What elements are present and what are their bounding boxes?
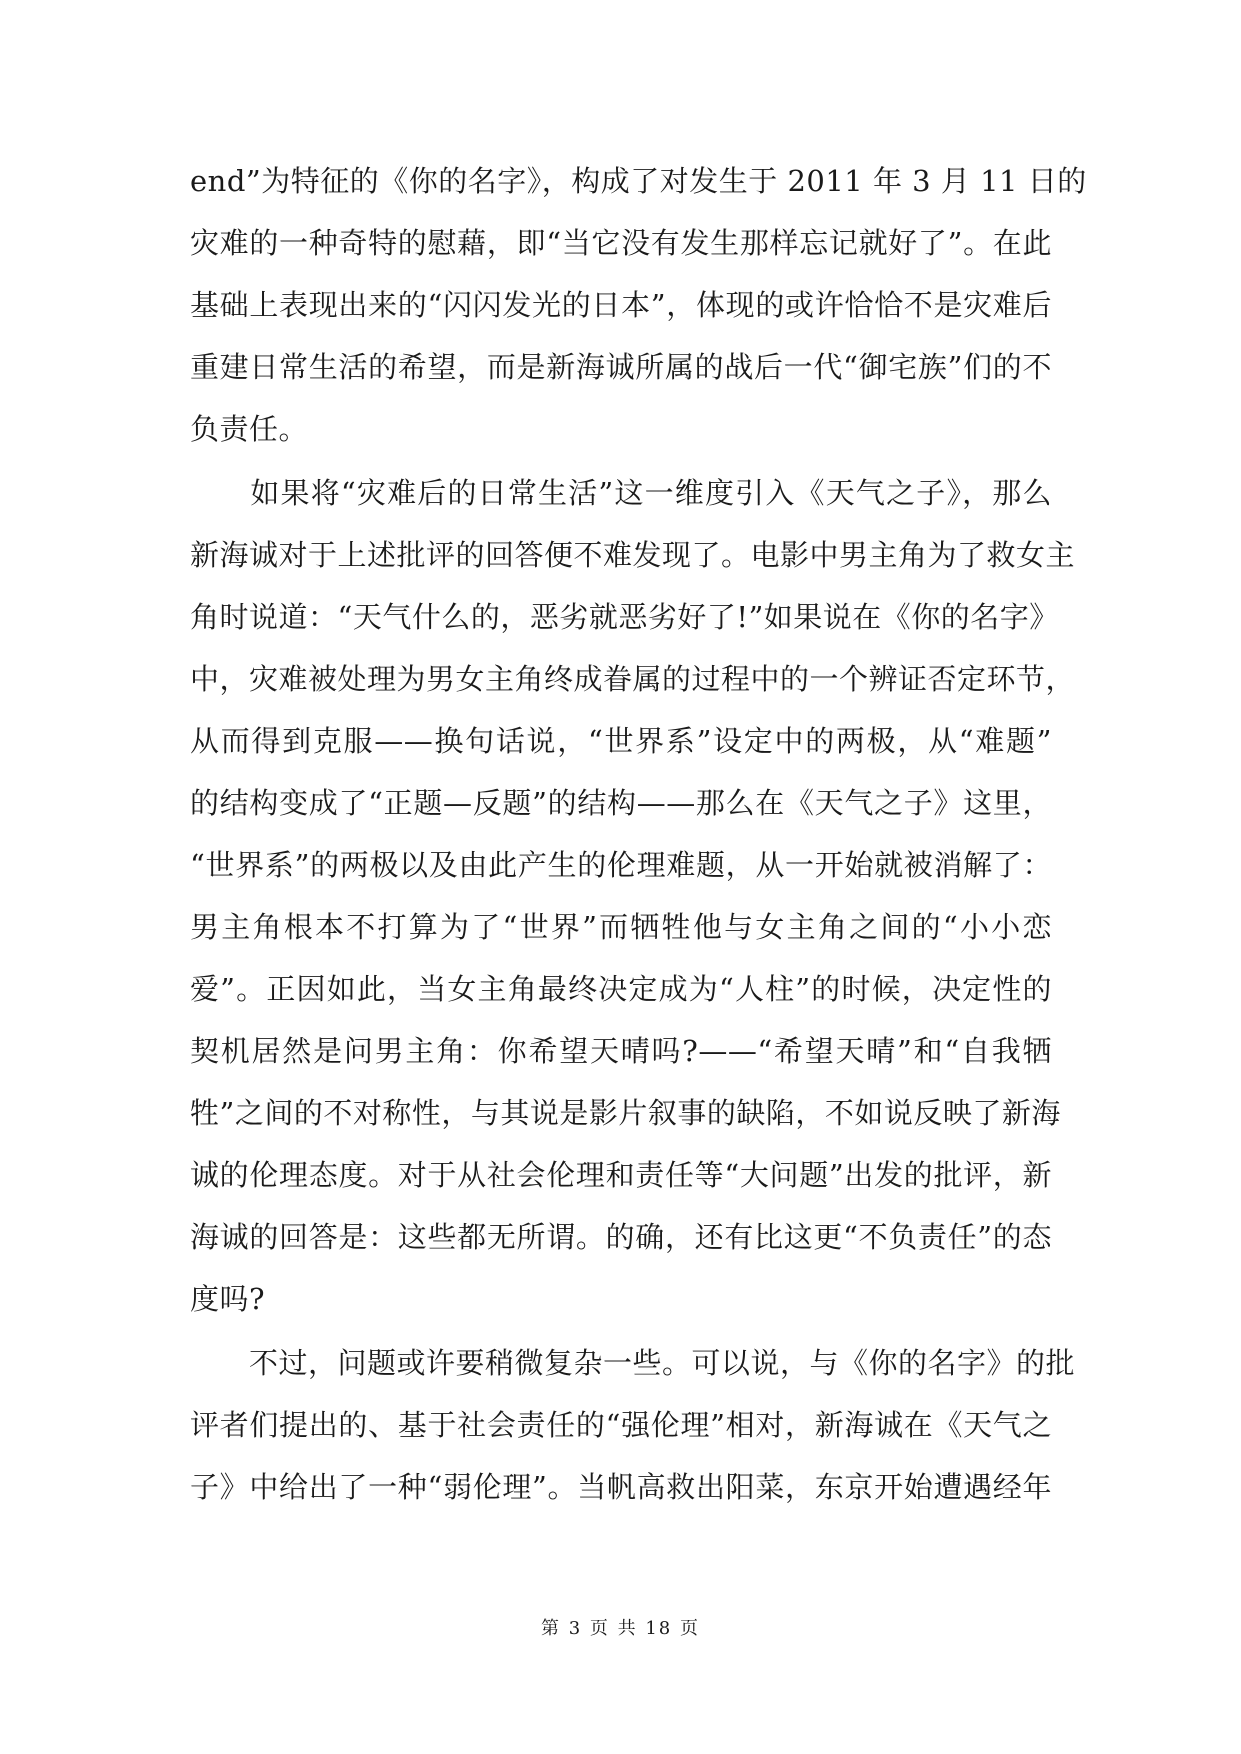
text-line: 的结构变成了“正题—反题”的结构——那么在《天气之子》这里， bbox=[190, 786, 1052, 820]
text-line: 如果将“灾难后的日常生活”这一维度引入《天气之子》，那么 bbox=[190, 476, 1052, 510]
text-line: 不过，问题或许要稍微复杂一些。可以说，与《你的名字》的批 bbox=[190, 1346, 1076, 1380]
paragraph-1 bbox=[190, 150, 1087, 460]
text-line: end”为特征的《你的名字》，构成了对发生于 2011 年 3 月 11 日的 bbox=[190, 164, 1087, 198]
text-line: 重建日常生活的希望，而是新海诚所属的战后一代“御宅族”们的不 bbox=[190, 350, 1052, 384]
text-line: 评者们提出的、基于社会责任的“强伦理”相对，新海诚在《天气之 bbox=[190, 1408, 1052, 1442]
text-line: 新海诚对于上述批评的回答便不难发现了。电影中男主角为了救女主 bbox=[190, 538, 1076, 572]
text-line: 灾难的一种奇特的慰藉，即“当它没有发生那样忘记就好了”。在此 bbox=[190, 226, 1052, 260]
page-number-footer: 第 3 页 共 18 页 bbox=[541, 1618, 700, 1639]
text-line: 男主角根本不打算为了“世界”而牺牲他与女主角之间的“小小恋 bbox=[190, 910, 1052, 944]
text-line: 角时说道：“天气什么的，恶劣就恶劣好了!”如果说在《你的名字》 bbox=[190, 600, 1059, 634]
text-line: 爱”。正因如此，当女主角最终决定成为“人柱”的时候，决定性的 bbox=[190, 972, 1052, 1006]
text-line: 负责任。 bbox=[190, 412, 309, 446]
text-line: 契机居然是问男主角：你希望天晴吗?——“希望天晴”和“自我牺 bbox=[190, 1034, 1052, 1068]
text-line: 中，灾难被处理为男女主角终成眷属的过程中的一个辨证否定环节， bbox=[190, 662, 1076, 696]
paragraph-3 bbox=[190, 1332, 1076, 1518]
text-line: 海诚的回答是：这些都无所谓。的确，还有比这更“不负责任”的态 bbox=[190, 1220, 1052, 1254]
text-line: 从而得到克服——换句话说，“世界系”设定中的两极，从“难题” bbox=[190, 724, 1052, 758]
text-line: 子》中给出了一种“弱伦理”。当帆高救出阳菜，东京开始遭遇经年 bbox=[190, 1470, 1052, 1504]
text-line: 基础上表现出来的“闪闪发光的日本”，体现的或许恰恰不是灾难后 bbox=[190, 288, 1052, 322]
text-line: 度吗? bbox=[190, 1282, 266, 1316]
page-body bbox=[190, 150, 1087, 1520]
text-line: “世界系”的两极以及由此产生的伦理难题，从一开始就被消解了： bbox=[190, 848, 1052, 882]
text-line: 诚的伦理态度。对于从社会伦理和责任等“大问题”出发的批评，新 bbox=[190, 1158, 1052, 1192]
text-line: 牲”之间的不对称性，与其说是影片叙事的缺陷，不如说反映了新海 bbox=[190, 1096, 1061, 1130]
paragraph-2 bbox=[190, 462, 1076, 1330]
